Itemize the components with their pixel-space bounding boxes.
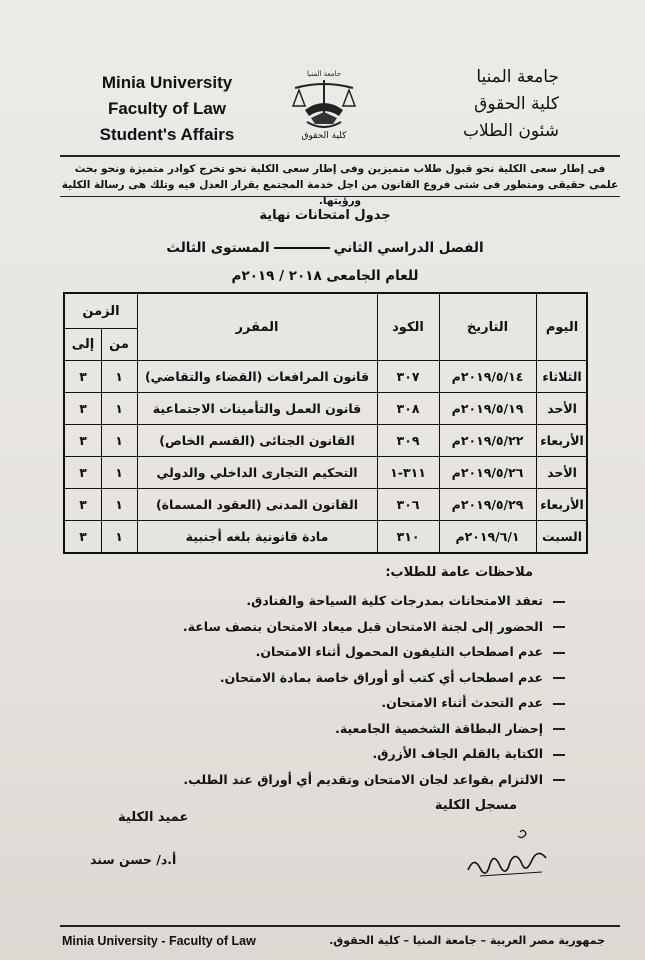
- row-3-to: ٣: [79, 432, 87, 448]
- note-text: الالتزام بقواعد لجان الامتحان وتقديم أي أوراق عند الطلب.: [183, 771, 543, 787]
- row-2-from: ١: [115, 400, 123, 416]
- dean-title: عميد الكلية: [118, 810, 189, 825]
- schedule-title: جدول امتحانات نهاية: [259, 208, 391, 223]
- row-4-from: ١: [115, 464, 123, 480]
- academic-year: للعام الجامعى ٢٠١٨ / ٢٠١٩م: [231, 268, 419, 284]
- note-text: إحضار البطاقة الشخصية الجامعية.: [335, 720, 543, 736]
- bullet-dash-icon: [553, 703, 565, 705]
- row-2-to: ٣: [79, 400, 87, 416]
- bullet-dash-icon: [553, 652, 565, 654]
- note-item: [183, 767, 565, 793]
- note-item: [205, 639, 565, 665]
- signature-icon: [460, 826, 560, 886]
- row-4-to: ٣: [79, 464, 87, 480]
- note-text: تعقد الامتحانات بمدرجات كلية السياحة والفنادق.: [246, 593, 543, 608]
- bullet-dash-icon: [553, 677, 565, 679]
- row-1-course: قانون المرافعات (القضاء والتقاضي): [144, 368, 370, 384]
- faculty-name-en: Faculty of Law: [107, 99, 227, 118]
- row-5-date: ٢٠١٩/٥/٢٩م: [451, 496, 524, 512]
- registrar-title: مسجل الكلية: [434, 798, 517, 813]
- logo-top-text: جامعة المنيا: [306, 70, 342, 78]
- row-4-course: التحكيم التجارى الداخلي والدولي: [156, 464, 358, 480]
- header-day: اليوم: [545, 319, 579, 335]
- note-item: [205, 716, 565, 742]
- row-2-day: الأحد: [547, 400, 577, 416]
- row-2-code: ٣٠٨: [396, 400, 420, 416]
- department-name-ar: شئون الطلاب: [462, 121, 559, 141]
- title-dash: [274, 247, 330, 249]
- bullet-dash-icon: [553, 601, 565, 603]
- header-to: إلى: [71, 336, 95, 352]
- row-1-to: ٣: [79, 368, 87, 384]
- row-3-day: الأربعاء: [540, 432, 584, 448]
- row-5-course: القانون المدنى (العقود المسماة): [155, 496, 359, 512]
- header-english: [82, 70, 252, 148]
- row-4-code: ٣١١-١: [390, 464, 426, 480]
- row-2-course: قانون العمل والتأمينات الاجتماعية: [152, 400, 362, 416]
- footer-arabic: جمهورية مصر العربية – جامعة المنيا – كلية الحقوق.: [329, 934, 605, 947]
- header-time: الزمن: [82, 303, 120, 319]
- department-name-en: Student's Affairs: [99, 125, 235, 144]
- row-5-from: ١: [115, 496, 123, 512]
- row-3-course: القانون الجنائى (القسم الخاص): [159, 432, 355, 448]
- row-1-date: ٢٠١٩/٥/١٤م: [451, 368, 524, 384]
- bullet-dash-icon: [553, 626, 565, 628]
- row-6-course: مادة قانونية بلغه أجنبية: [185, 528, 329, 544]
- header-course: المقرر: [235, 319, 279, 335]
- bullet-dash-icon: [553, 754, 565, 756]
- notes-list: [182, 588, 565, 792]
- note-text: الكتابة بالقلم الجاف الأزرق.: [372, 746, 543, 761]
- row-3-date: ٢٠١٩/٥/٢٢م: [451, 432, 524, 448]
- note-text: عدم اصطحاب أي كتب أو أوراق خاصة بمادة الامتحان.: [219, 669, 543, 685]
- row-6-day: السبت: [541, 528, 583, 544]
- row-1-day: الثلاثاء: [542, 368, 582, 384]
- semester-level-line: [140, 236, 510, 260]
- mission-statement: فى إطار سعى الكلية نحو قبول طلاب متميزين وفى إطار سعى الكلية نحو تخرج كوادر متميزة ونحو بحث علمى حقيقى ومتطور فى شتى فروع القانون من اجل خدمة المجتمع بقرار العدل فيه وتلك هى رسالة الكلية ورؤيتها.: [60, 155, 620, 197]
- university-name-en: Minia University: [101, 73, 233, 92]
- level-label: المستوى الثالث: [166, 240, 270, 256]
- note-text: عدم اصطحاب التليفون المحمول أثناء الامتحان.: [255, 644, 543, 659]
- row-4-day: الأحد: [547, 464, 577, 480]
- row-6-to: ٣: [79, 528, 87, 544]
- note-item: [182, 614, 565, 640]
- row-5-code: ٣٠٦: [396, 496, 420, 512]
- footer-divider: [60, 925, 620, 927]
- header-arabic: [409, 64, 559, 145]
- note-item: [205, 665, 565, 691]
- bullet-dash-icon: [553, 779, 565, 781]
- bullet-dash-icon: [553, 728, 565, 730]
- dean-name: أ.د/ حسن سند: [90, 852, 177, 867]
- row-4-date: ٢٠١٩/٥/٢٦م: [451, 464, 524, 480]
- row-5-day: الأربعاء: [540, 496, 584, 512]
- notes-title: ملاحظات عامة للطلاب:: [385, 565, 533, 580]
- row-2-date: ٢٠١٩/٥/١٩م: [451, 400, 524, 416]
- header-from: من: [109, 336, 129, 352]
- university-name-ar: جامعة المنيا: [476, 67, 559, 87]
- semester-label: الفصل الدراسي الثاني: [333, 240, 484, 256]
- exam-schedule-table: [63, 292, 588, 554]
- note-item: [205, 741, 565, 767]
- row-1-from: ١: [115, 368, 123, 384]
- footer-english: Minia University - Faculty of Law: [62, 934, 256, 948]
- header-date: التاريخ: [466, 319, 509, 335]
- note-text: الحضور إلى لجنة الامتحان قبل ميعاد الامتحان بنصف ساعة.: [182, 618, 543, 634]
- row-6-date: ٢٠١٩/٦/١م: [455, 528, 520, 544]
- row-1-code: ٣٠٧: [396, 368, 420, 384]
- schedule-titles: [140, 206, 510, 288]
- row-5-to: ٣: [79, 496, 87, 512]
- note-item: [205, 588, 565, 614]
- note-text: عدم التحدث أثناء الامتحان.: [381, 695, 543, 710]
- logo-caption: كلية الحقوق: [301, 131, 347, 141]
- row-3-code: ٣٠٩: [396, 432, 420, 448]
- note-item: [205, 690, 565, 716]
- row-6-from: ١: [115, 528, 123, 544]
- header-code: الكود: [392, 319, 424, 335]
- faculty-name-ar: كلية الحقوق: [474, 94, 559, 114]
- row-6-code: ٣١٠: [396, 528, 420, 544]
- row-3-from: ١: [115, 432, 123, 448]
